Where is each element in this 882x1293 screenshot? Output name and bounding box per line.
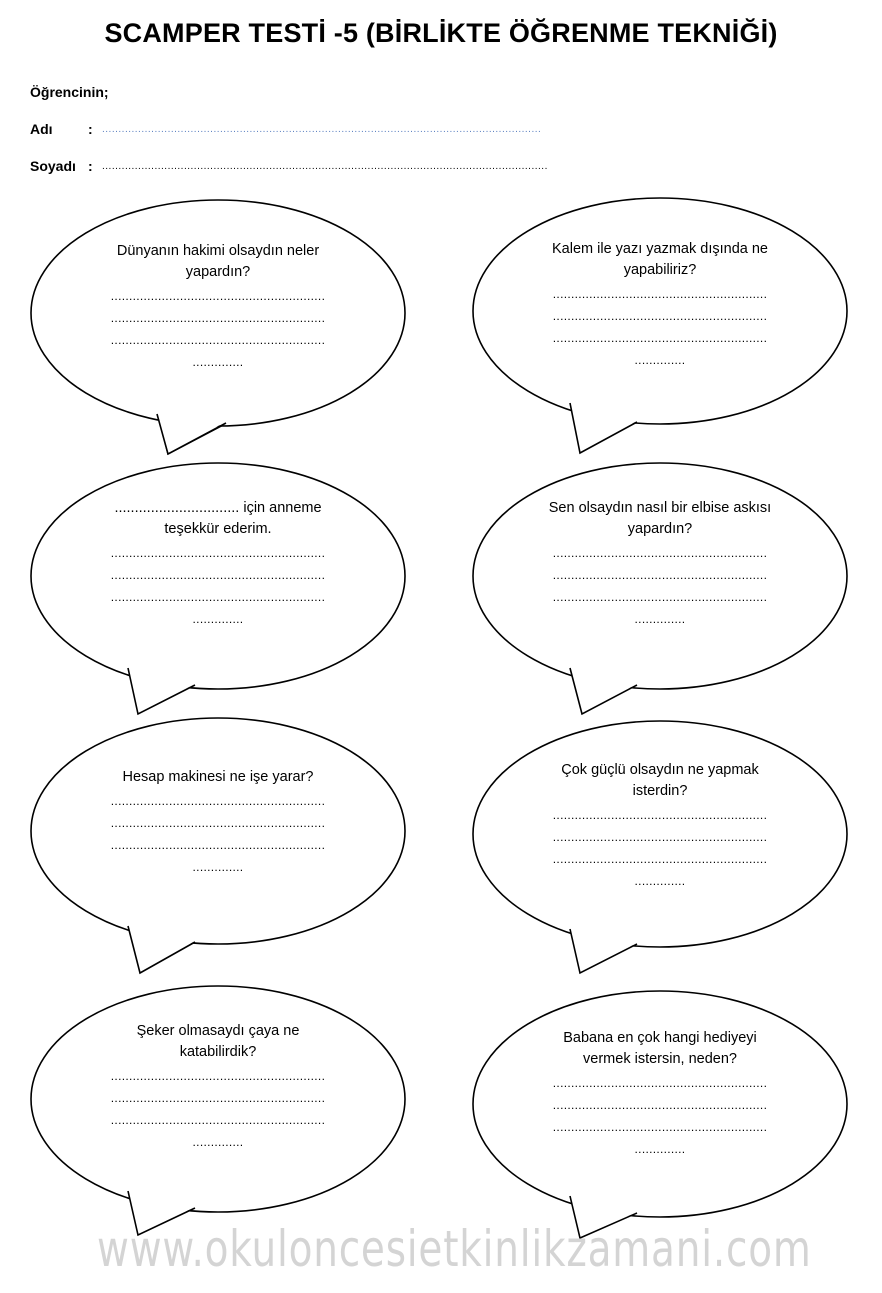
answer-line[interactable]: ........................................................... bbox=[552, 1076, 768, 1090]
answer-line[interactable]: ........................................................... bbox=[110, 1113, 326, 1127]
bubble-content bbox=[98, 1021, 338, 1153]
answer-lines[interactable] bbox=[98, 790, 338, 878]
name-row bbox=[30, 121, 541, 137]
bubble-question: Sen olsaydın nasıl bir elbise askısı yapardın? bbox=[548, 500, 772, 537]
answer-line[interactable]: ........................................................... bbox=[110, 311, 326, 325]
answer-lines[interactable] bbox=[98, 542, 338, 630]
bubble-content bbox=[98, 767, 338, 878]
answer-line[interactable]: ........................................................... bbox=[552, 546, 768, 560]
answer-line[interactable]: ........................................................... bbox=[552, 1098, 768, 1112]
answer-lines[interactable] bbox=[98, 285, 338, 373]
page-title: SCAMPER TESTİ -5 (BİRLİKTE ÖĞRENME TEKNİĞİ) bbox=[104, 18, 778, 48]
bubble-question: Hesap makinesi ne işe yarar? bbox=[122, 769, 314, 785]
answer-line[interactable]: ........................................................... bbox=[552, 568, 768, 582]
bubble-question: Kalem ile yazı yazmak dışında ne yapabiliriz? bbox=[552, 241, 768, 278]
answer-line[interactable]: .............. bbox=[634, 874, 686, 888]
answer-line[interactable]: ........................................................... bbox=[552, 287, 768, 301]
bubble-question: Dünyanın hakimi olsaydın neler yapardın? bbox=[116, 243, 320, 280]
bubble-content bbox=[98, 498, 338, 630]
answer-line[interactable]: ........................................................... bbox=[110, 838, 326, 852]
answer-line[interactable]: ........................................................... bbox=[110, 1069, 326, 1083]
answer-lines[interactable] bbox=[540, 804, 780, 892]
answer-lines[interactable] bbox=[540, 1072, 780, 1160]
bubble-question: ............................... için anneme teşekkür ederim. bbox=[114, 500, 322, 537]
answer-line[interactable]: ........................................................... bbox=[110, 816, 326, 830]
answer-line[interactable]: .............. bbox=[192, 1135, 244, 1149]
answer-line[interactable]: ........................................................... bbox=[552, 331, 768, 345]
answer-line[interactable]: ........................................................... bbox=[552, 830, 768, 844]
answer-lines[interactable] bbox=[540, 283, 780, 371]
answer-line[interactable]: ........................................................... bbox=[110, 546, 326, 560]
bubble-content bbox=[540, 1028, 780, 1160]
bubble-question: Çok güçlü olsaydın ne yapmak isterdin? bbox=[561, 762, 759, 799]
surname-label: Soyadı bbox=[30, 158, 76, 174]
name-field[interactable]: ...................................................................................................................................... bbox=[102, 124, 542, 135]
answer-line[interactable]: ........................................................... bbox=[110, 289, 326, 303]
surname-field[interactable]: ........................................................................................................................................ bbox=[102, 161, 548, 172]
answer-line[interactable]: ........................................................... bbox=[552, 808, 768, 822]
answer-lines[interactable] bbox=[540, 542, 780, 630]
bubble-content bbox=[540, 239, 780, 371]
answer-line[interactable]: ........................................................... bbox=[552, 590, 768, 604]
answer-line[interactable]: ........................................................... bbox=[110, 333, 326, 347]
answer-line[interactable]: .............. bbox=[192, 612, 244, 626]
surname-row bbox=[30, 158, 548, 174]
name-colon: : bbox=[88, 121, 93, 137]
answer-line[interactable]: ........................................................... bbox=[110, 794, 326, 808]
bubble-content bbox=[98, 241, 338, 373]
bubble-content bbox=[540, 498, 780, 630]
student-label: Öğrencinin; bbox=[30, 84, 109, 100]
answer-line[interactable]: ........................................................... bbox=[110, 1091, 326, 1105]
answer-line[interactable]: .............. bbox=[634, 353, 686, 367]
answer-line[interactable]: ........................................................... bbox=[110, 568, 326, 582]
answer-line[interactable]: ........................................................... bbox=[552, 852, 768, 866]
answer-line[interactable]: .............. bbox=[192, 860, 244, 874]
answer-line[interactable]: .............. bbox=[192, 355, 244, 369]
answer-lines[interactable] bbox=[98, 1065, 338, 1153]
answer-line[interactable]: ........................................................... bbox=[110, 590, 326, 604]
answer-line[interactable]: ........................................................... bbox=[552, 1120, 768, 1134]
answer-line[interactable]: .............. bbox=[634, 1142, 686, 1156]
bubble-question: Şeker olmasaydı çaya ne katabilirdik? bbox=[136, 1023, 300, 1060]
name-label: Adı bbox=[30, 121, 53, 137]
bubble-content bbox=[540, 760, 780, 892]
bubble-question: Babana en çok hangi hediyeyi vermek istersin, neden? bbox=[563, 1030, 757, 1067]
surname-colon: : bbox=[88, 158, 93, 174]
watermark: www.okuloncesietkinlikzamani.com bbox=[97, 1220, 812, 1278]
answer-line[interactable]: .............. bbox=[634, 612, 686, 626]
answer-line[interactable]: ........................................................... bbox=[552, 309, 768, 323]
